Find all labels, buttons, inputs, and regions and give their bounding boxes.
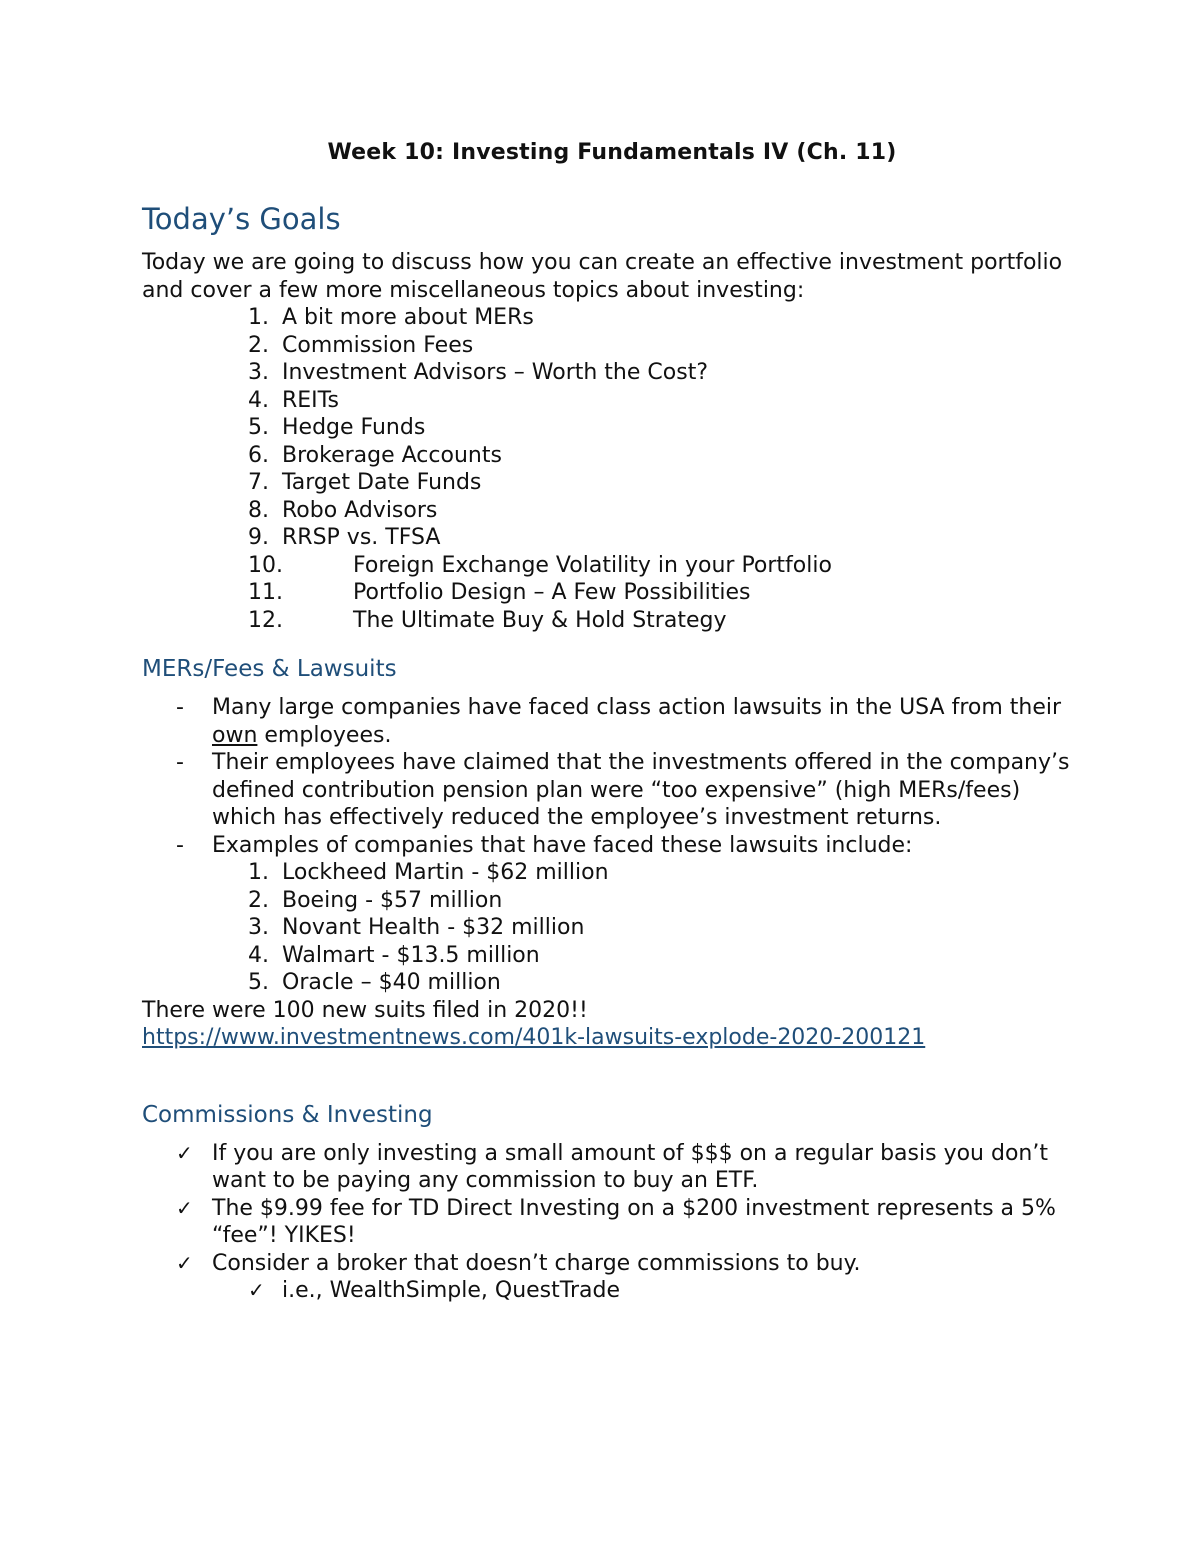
list-item-text: A bit more about MERs <box>282 305 534 330</box>
list-item-text: Portfolio Design – A Few Possibilities <box>353 580 751 605</box>
checkmark-icon: ✓ <box>176 1250 193 1275</box>
list-number: 10. <box>248 552 283 578</box>
list-item-text: Target Date Funds <box>282 470 482 495</box>
list-number: 1. <box>248 860 269 885</box>
list-item <box>142 469 1082 497</box>
list-number: 7. <box>248 470 269 495</box>
checkmark-icon: ✓ <box>248 1278 265 1302</box>
goals-list <box>142 304 1082 634</box>
check-item-text: Consider a broker that doesn’t charge commissions to buy. <box>212 1250 861 1276</box>
document-title: Week 10: Investing Fundamentals IV (Ch. 11) <box>327 140 897 165</box>
dash-bullet: - <box>176 750 184 775</box>
list-number: 8. <box>248 497 269 523</box>
mers-heading: MERs/Fees & Lawsuits <box>142 656 397 682</box>
checkmark-icon: ✓ <box>176 1140 193 1165</box>
list-item <box>142 1277 1082 1305</box>
list-item <box>142 832 1082 860</box>
list-item <box>142 969 1082 997</box>
list-number: 3. <box>248 915 269 940</box>
list-item <box>142 607 1082 635</box>
list-number: 2. <box>248 887 269 913</box>
list-number: 12. <box>248 607 283 633</box>
bullet-text-post: employees. <box>257 722 392 748</box>
list-number: 1. <box>248 305 269 330</box>
list-item-text: Oracle – $40 million <box>282 970 501 995</box>
list-item <box>142 497 1082 525</box>
list-item <box>142 304 1082 332</box>
list-number: 2. <box>248 332 269 358</box>
list-item <box>142 442 1082 470</box>
list-number: 6. <box>248 442 269 468</box>
dash-bullet: - <box>176 695 184 720</box>
article-link[interactable]: https://www.investmentnews.com/401k-lawsuits-explode-2020-200121 <box>142 1025 926 1050</box>
list-item-text: REITs <box>282 387 339 413</box>
list-item-text: Hedge Funds <box>282 415 426 440</box>
list-item <box>142 914 1082 942</box>
check-item-text: If you are only investing a small amount of $$$ on a regular basis you don’t want to be paying any commission to buy an ETF. <box>212 1140 1048 1193</box>
goals-heading: Today’s Goals <box>142 202 341 236</box>
list-item-text: RRSP vs. TFSA <box>282 525 441 550</box>
lawsuits-note: There were 100 new suits filed in 2020!! <box>142 997 588 1023</box>
list-item <box>142 524 1082 552</box>
list-item <box>142 359 1082 387</box>
list-item <box>142 579 1082 607</box>
list-number: 5. <box>248 415 269 440</box>
list-item-text: Brokerage Accounts <box>282 442 502 468</box>
list-item <box>142 552 1082 580</box>
list-item-text: Novant Health - $32 million <box>282 915 585 940</box>
list-item-text: Robo Advisors <box>282 497 438 523</box>
list-item-text: Walmart - $13.5 million <box>282 942 540 968</box>
list-item <box>142 1140 1082 1195</box>
list-item-text: The Ultimate Buy & Hold Strategy <box>353 607 727 633</box>
list-number: 9. <box>248 525 269 550</box>
check-item-text: The $9.99 fee for TD Direct Investing on a $200 investment represents a 5% “fee”! YIKES! <box>212 1195 1056 1248</box>
list-item-text: Boeing - $57 million <box>282 887 503 913</box>
list-item <box>142 749 1082 832</box>
list-item <box>142 1195 1082 1250</box>
list-item <box>142 887 1082 915</box>
checkmark-icon: ✓ <box>176 1195 193 1220</box>
list-item <box>142 859 1082 887</box>
list-item-text: Investment Advisors – Worth the Cost? <box>282 360 708 385</box>
list-number: 3. <box>248 360 269 385</box>
list-number: 11. <box>248 580 283 605</box>
list-number: 4. <box>248 387 269 413</box>
dash-bullet: - <box>176 832 184 858</box>
list-item-text: Foreign Exchange Volatility in your Portfolio <box>353 552 832 578</box>
commissions-check-list <box>142 1140 1082 1305</box>
list-number: 5. <box>248 970 269 995</box>
bullet-text-pre: Many large companies have faced class action lawsuits in the USA from their <box>212 695 1062 720</box>
companies-list <box>142 859 1082 997</box>
list-item-text: Lockheed Martin - $62 million <box>282 860 609 885</box>
list-item <box>142 332 1082 360</box>
mers-bullet-list <box>142 694 1082 859</box>
check-item-text: i.e., WealthSimple, QuestTrade <box>282 1278 621 1303</box>
document-page <box>142 140 1082 1305</box>
list-item <box>142 694 1082 749</box>
list-item <box>142 1250 1082 1278</box>
list-item <box>142 414 1082 442</box>
bullet-text: Examples of companies that have faced these lawsuits include: <box>212 832 913 858</box>
bullet-text: Their employees have claimed that the investments offered in the company’s defined contribution pension plan were “too expensive” (high MERs/fees) which has effectively reduced the employee’s investment returns. <box>212 750 1070 830</box>
list-item <box>142 942 1082 970</box>
underlined-word: own <box>212 722 258 748</box>
goals-intro: Today we are going to discuss how you can create an effective investment portfolio and cover a few more miscellaneous topics about investing: <box>142 250 1063 303</box>
commissions-heading: Commissions & Investing <box>142 1101 433 1128</box>
list-number: 4. <box>248 942 269 968</box>
list-item <box>142 387 1082 415</box>
list-item-text: Commission Fees <box>282 332 474 358</box>
